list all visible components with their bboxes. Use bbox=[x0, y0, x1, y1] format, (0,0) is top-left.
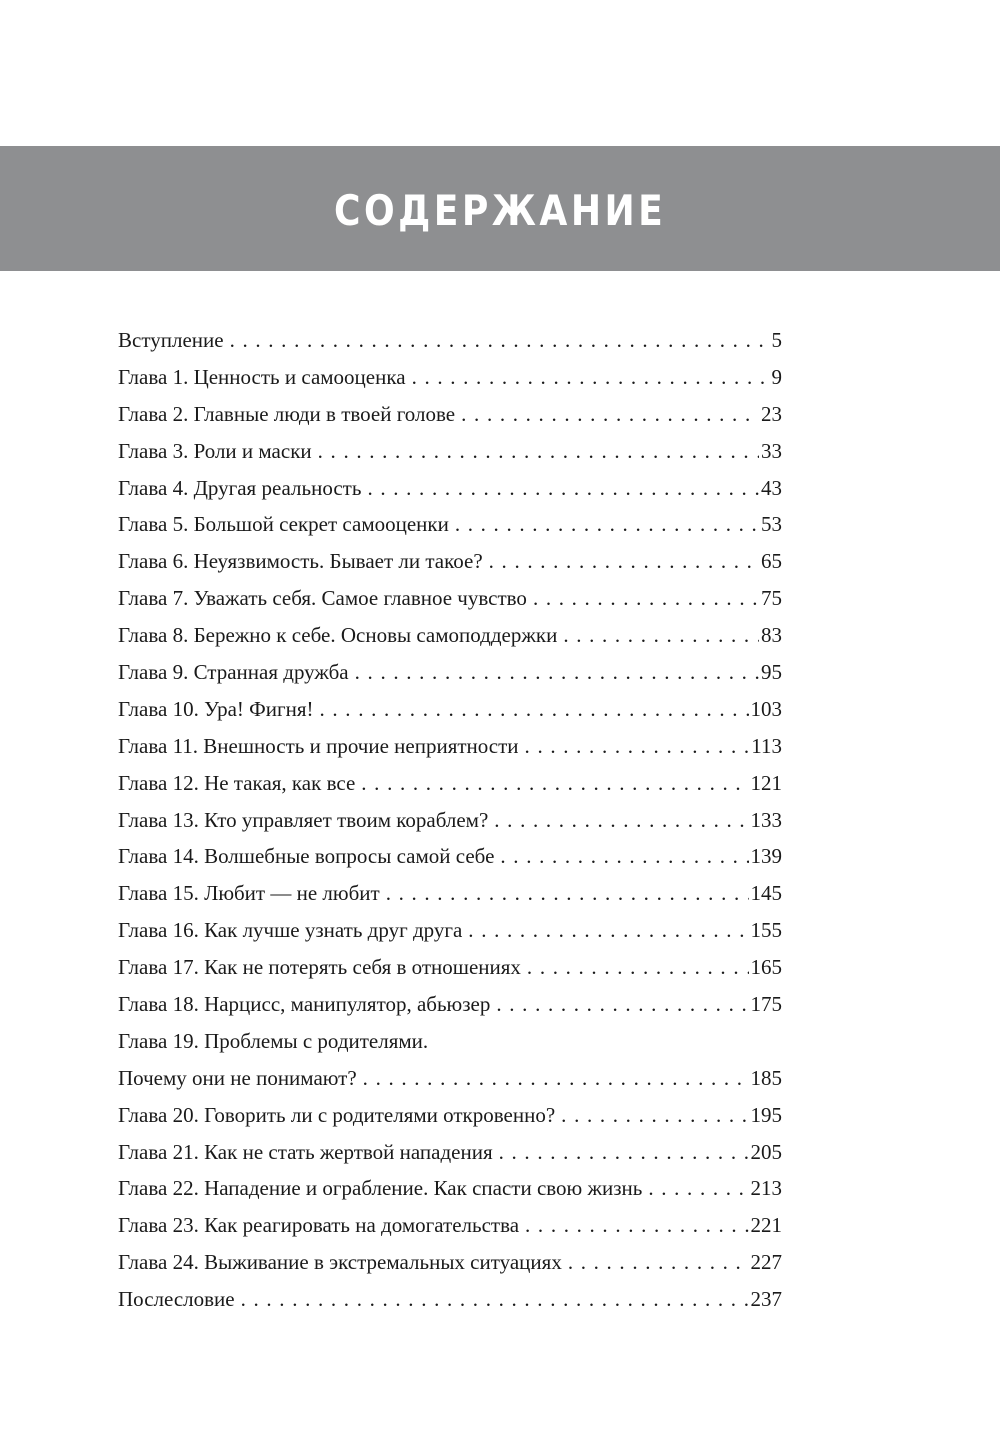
toc-entry-page: 227 bbox=[750, 1250, 782, 1275]
toc-entry[interactable] bbox=[118, 1244, 782, 1281]
toc-entry-page: 133 bbox=[750, 807, 782, 832]
toc-entry-label: Глава 8. Бережно к себе. Основы самоподдержки bbox=[118, 623, 558, 648]
toc-entry-label: Глава 4. Другая реальность bbox=[118, 475, 362, 500]
toc-entry[interactable] bbox=[118, 875, 782, 912]
toc-entry-label: Глава 12. Не такая, как все bbox=[118, 770, 356, 795]
dot-leader bbox=[489, 543, 759, 580]
toc-entry-page: 53 bbox=[761, 512, 782, 537]
toc-entry[interactable] bbox=[118, 617, 782, 654]
toc-entry-first-line[interactable] bbox=[118, 1023, 782, 1060]
toc-entry[interactable] bbox=[118, 654, 782, 691]
dot-leader bbox=[533, 580, 759, 617]
toc-entry-label: Глава 24. Выживание в экстремальных ситуациях bbox=[118, 1250, 562, 1275]
dot-leader bbox=[499, 1134, 749, 1171]
toc-entry-page: 195 bbox=[750, 1102, 782, 1127]
toc-entry-page: 83 bbox=[761, 623, 782, 648]
toc-entry-page: 205 bbox=[750, 1139, 782, 1164]
toc-entry-page: 213 bbox=[750, 1176, 782, 1201]
dot-leader bbox=[494, 802, 748, 839]
toc-entry[interactable] bbox=[118, 359, 782, 396]
toc-entry-label: Вступление bbox=[118, 328, 224, 352]
dot-leader bbox=[241, 1281, 749, 1318]
dot-leader bbox=[561, 1097, 748, 1134]
toc-entry-page: 43 bbox=[761, 475, 782, 500]
dot-leader bbox=[525, 1207, 748, 1244]
toc-entry-page: 75 bbox=[761, 586, 782, 611]
page-title: СОДЕРЖАНИЕ bbox=[333, 186, 667, 235]
dot-leader bbox=[367, 470, 759, 507]
toc-entry-label: Глава 22. Нападение и ограбление. Как спасти свою жизнь bbox=[118, 1176, 643, 1201]
dot-leader bbox=[496, 986, 748, 1023]
dot-leader bbox=[412, 359, 770, 396]
toc-entry-page: 121 bbox=[750, 770, 782, 795]
toc-entry-page: 175 bbox=[750, 992, 782, 1017]
toc-entry-label: Глава 7. Уважать себя. Самое главное чувство bbox=[118, 586, 527, 611]
toc-entry-label: Почему они не понимают? bbox=[118, 1065, 357, 1090]
toc-entry-page: 113 bbox=[751, 733, 782, 758]
dot-leader bbox=[468, 912, 748, 949]
toc-entry-page: 221 bbox=[750, 1213, 782, 1238]
dot-leader bbox=[563, 617, 759, 654]
dot-leader bbox=[355, 654, 759, 691]
toc-entry-label: Глава 20. Говорить ли с родителями откровенно? bbox=[118, 1102, 556, 1127]
toc-entry[interactable] bbox=[118, 506, 782, 543]
toc-entry-label: Глава 2. Главные люди в твоей голове bbox=[118, 401, 456, 426]
toc-entry-label: Глава 13. Кто управляет твоим кораблем? bbox=[118, 807, 489, 832]
toc-entry[interactable] bbox=[118, 1170, 782, 1207]
toc-entry-label: Глава 23. Как реагировать на домогательства bbox=[118, 1213, 520, 1238]
toc-entry-label: Глава 11. Внешность и прочие неприятности bbox=[118, 733, 519, 758]
table-of-contents bbox=[118, 322, 782, 1318]
toc-entry-page: 185 bbox=[750, 1065, 782, 1090]
dot-leader bbox=[525, 728, 750, 765]
toc-entry-page: 165 bbox=[750, 955, 782, 980]
toc-entry-page: 103 bbox=[750, 696, 782, 721]
toc-entry-label: Глава 19. Проблемы с родителями. bbox=[118, 1028, 429, 1053]
toc-entry-page: 65 bbox=[761, 549, 782, 574]
toc-entry-page: 145 bbox=[750, 881, 782, 906]
toc-entry-label: Глава 6. Неуязвимость. Бывает ли такое? bbox=[118, 549, 483, 574]
toc-entry[interactable] bbox=[118, 691, 782, 728]
dot-leader bbox=[455, 506, 759, 543]
toc-entry-page: 33 bbox=[761, 438, 782, 463]
toc-entry[interactable] bbox=[118, 986, 782, 1023]
toc-entry[interactable] bbox=[118, 802, 782, 839]
toc-entry-page: 155 bbox=[750, 918, 782, 943]
toc-entry-label: Глава 15. Любит — не любит bbox=[118, 881, 380, 906]
toc-entry[interactable] bbox=[118, 1060, 782, 1097]
toc-entry[interactable] bbox=[118, 765, 782, 802]
dot-leader bbox=[568, 1244, 749, 1281]
toc-entry[interactable] bbox=[118, 838, 782, 875]
dot-leader bbox=[361, 765, 748, 802]
toc-entry-label: Глава 18. Нарцисс, манипулятор, абьюзер bbox=[118, 992, 491, 1017]
contents-header-band bbox=[0, 146, 1000, 271]
toc-entry[interactable] bbox=[118, 1207, 782, 1244]
toc-entry-page: 139 bbox=[750, 844, 782, 869]
toc-entry-label: Глава 17. Как не потерять себя в отношениях bbox=[118, 955, 521, 980]
dot-leader bbox=[318, 433, 759, 470]
toc-entry-label: Глава 16. Как лучше узнать друг друга bbox=[118, 918, 463, 943]
toc-entry[interactable] bbox=[118, 580, 782, 617]
toc-entry-label: Послесловие bbox=[118, 1287, 235, 1312]
toc-entry[interactable] bbox=[118, 949, 782, 986]
toc-entry-label: Глава 21. Как не стать жертвой нападения bbox=[118, 1139, 493, 1164]
toc-entry[interactable] bbox=[118, 1097, 782, 1134]
toc-entry-label: Глава 9. Странная дружба bbox=[118, 660, 349, 685]
toc-entry[interactable] bbox=[118, 543, 782, 580]
dot-leader bbox=[363, 1060, 749, 1097]
toc-entry[interactable] bbox=[118, 433, 782, 470]
toc-entry-label: Глава 5. Большой секрет самооценки bbox=[118, 512, 449, 537]
dot-leader bbox=[386, 875, 749, 912]
toc-entry-label: Глава 14. Волшебные вопросы самой себе bbox=[118, 844, 495, 869]
dot-leader bbox=[320, 691, 749, 728]
toc-entry[interactable] bbox=[118, 912, 782, 949]
toc-entry-page: 5 bbox=[771, 328, 782, 352]
dot-leader bbox=[648, 1170, 748, 1207]
toc-entry-page: 9 bbox=[771, 364, 782, 389]
toc-entry[interactable] bbox=[118, 322, 782, 359]
toc-entry[interactable] bbox=[118, 396, 782, 433]
dot-leader bbox=[230, 322, 770, 359]
toc-entry-page: 95 bbox=[761, 660, 782, 685]
toc-entry-page: 23 bbox=[761, 401, 782, 426]
dot-leader bbox=[500, 838, 748, 875]
dot-leader bbox=[461, 396, 759, 433]
toc-entry[interactable] bbox=[118, 728, 782, 765]
toc-entry-label: Глава 3. Роли и маски bbox=[118, 438, 312, 463]
toc-entry-label: Глава 1. Ценность и самооценка bbox=[118, 364, 406, 389]
toc-entry[interactable] bbox=[118, 1134, 782, 1171]
toc-entry[interactable] bbox=[118, 1281, 782, 1318]
toc-entry-label: Глава 10. Ура! Фигня! bbox=[118, 696, 314, 721]
toc-entry[interactable] bbox=[118, 470, 782, 507]
toc-entry-page: 237 bbox=[750, 1287, 782, 1312]
dot-leader bbox=[527, 949, 749, 986]
